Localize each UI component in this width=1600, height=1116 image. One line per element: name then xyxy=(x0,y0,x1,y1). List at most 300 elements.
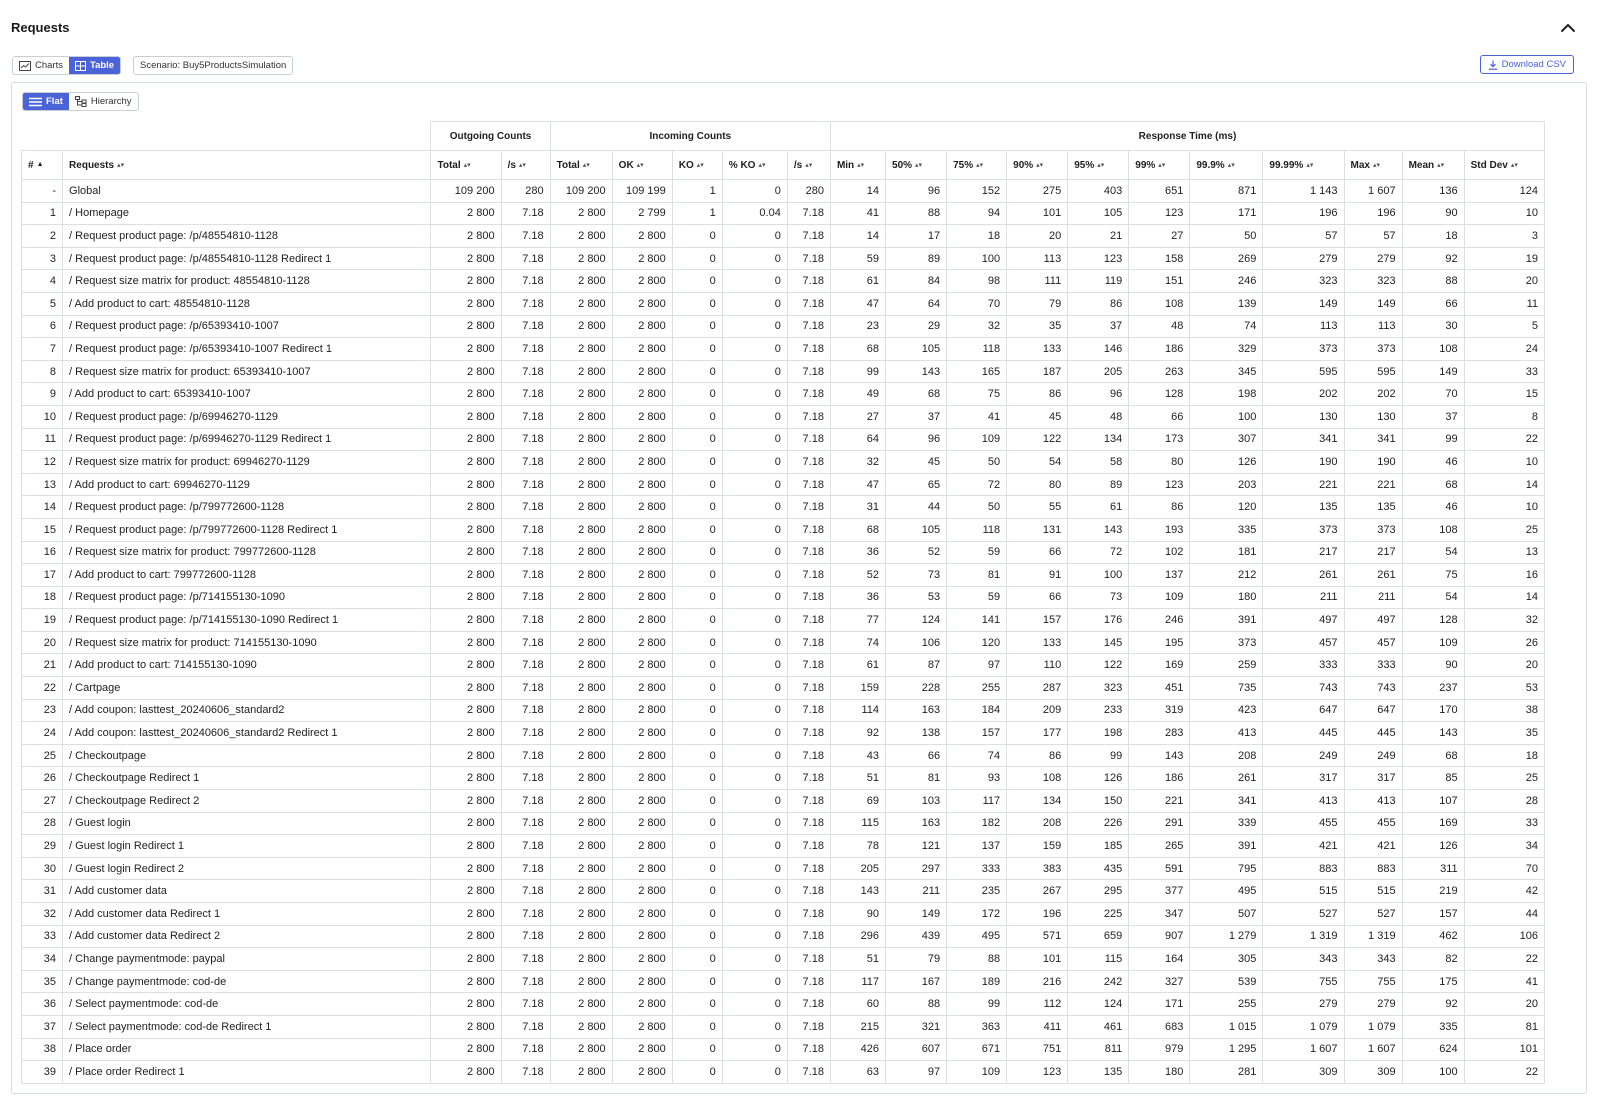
column-header[interactable] xyxy=(1263,151,1344,180)
table-row[interactable] xyxy=(22,654,1545,677)
table-cell: 27 xyxy=(22,790,63,813)
table-cell: 124 xyxy=(1464,180,1544,203)
table-cell: 47 xyxy=(830,292,885,315)
table-cell: 16 xyxy=(22,541,63,564)
table-cell: 101 xyxy=(1007,948,1068,971)
table-cell: 157 xyxy=(947,722,1007,745)
collapse-button[interactable] xyxy=(1558,18,1578,38)
column-header[interactable] xyxy=(1068,151,1129,180)
table-cell: 47 xyxy=(830,473,885,496)
table-cell: 0 xyxy=(722,383,787,406)
table-cell: 25 xyxy=(1464,767,1544,790)
table-cell: 2 800 xyxy=(550,586,612,609)
column-header[interactable] xyxy=(22,151,63,180)
table-cell: 149 xyxy=(1263,292,1344,315)
sort-icon: ▴▾ xyxy=(1306,161,1314,169)
table-cell: 92 xyxy=(830,722,885,745)
table-cell: 280 xyxy=(787,180,830,203)
table-cell: 115 xyxy=(1068,948,1129,971)
table-row[interactable] xyxy=(22,202,1545,225)
column-header[interactable] xyxy=(63,151,431,180)
table-cell: 341 xyxy=(1344,428,1402,451)
table-cell: 14 xyxy=(1464,473,1544,496)
table-cell: 169 xyxy=(1129,654,1190,677)
table-cell: 64 xyxy=(886,292,947,315)
table-cell: 323 xyxy=(1263,270,1344,293)
table-cell: / Place order xyxy=(63,1038,431,1061)
table-row[interactable] xyxy=(22,1061,1545,1084)
table-cell: 323 xyxy=(1068,677,1129,700)
table-row[interactable] xyxy=(22,518,1545,541)
table-cell: 101 xyxy=(1007,202,1068,225)
table-cell: 96 xyxy=(1068,383,1129,406)
column-header[interactable] xyxy=(1344,151,1402,180)
table-cell: 735 xyxy=(1190,677,1263,700)
table-cell: 507 xyxy=(1190,903,1263,926)
table-cell: 163 xyxy=(886,699,947,722)
table-cell: 50 xyxy=(947,496,1007,519)
table-cell: 2 800 xyxy=(550,790,612,813)
table-cell: 100 xyxy=(1190,405,1263,428)
table-cell: 80 xyxy=(1007,473,1068,496)
table-cell: 54 xyxy=(1007,451,1068,474)
table-cell: 307 xyxy=(1190,428,1263,451)
table-cell: 105 xyxy=(886,338,947,361)
table-cell: 203 xyxy=(1190,473,1263,496)
table-cell: 120 xyxy=(1190,496,1263,519)
table-cell: 208 xyxy=(1007,812,1068,835)
table-button[interactable] xyxy=(69,57,120,74)
table-cell: 165 xyxy=(947,360,1007,383)
table-cell: 7.18 xyxy=(787,202,830,225)
table-cell: 7.18 xyxy=(787,925,830,948)
table-cell: 90 xyxy=(1402,654,1464,677)
table-row[interactable] xyxy=(22,451,1545,474)
table-row[interactable] xyxy=(22,315,1545,338)
requests-table xyxy=(21,121,1545,1084)
table-cell: 99 xyxy=(1068,744,1129,767)
table-cell: 198 xyxy=(1190,383,1263,406)
table-row[interactable] xyxy=(22,903,1545,926)
table-cell: / Add product to cart: 69946270-1129 xyxy=(63,473,431,496)
table-cell: 461 xyxy=(1068,1015,1129,1038)
table-cell: 124 xyxy=(1068,993,1129,1016)
table-cell: 255 xyxy=(947,677,1007,700)
table-cell: 373 xyxy=(1344,338,1402,361)
table-cell: 184 xyxy=(947,699,1007,722)
table-row[interactable] xyxy=(22,1038,1545,1061)
scenario-selector[interactable]: Scenario: Buy5ProductsSimulation xyxy=(133,56,293,75)
table-cell: / Request size matrix for product: 69946270-1129 xyxy=(63,451,431,474)
download-icon xyxy=(1488,60,1498,70)
table-cell: 591 xyxy=(1129,857,1190,880)
table-cell: 2 800 xyxy=(431,970,501,993)
table-cell: / Change paymentmode: cod-de xyxy=(63,970,431,993)
table-cell: 0 xyxy=(672,270,722,293)
table-cell: 115 xyxy=(830,812,885,835)
table-cell: 32 xyxy=(22,903,63,926)
table-cell: 0 xyxy=(672,541,722,564)
table-cell: 246 xyxy=(1190,270,1263,293)
table-cell: 2 800 xyxy=(612,315,672,338)
table-cell: 228 xyxy=(886,677,947,700)
table-cell: 68 xyxy=(1402,473,1464,496)
table-cell: 1 xyxy=(672,202,722,225)
table-cell: 21 xyxy=(1068,225,1129,248)
column-header[interactable] xyxy=(947,151,1007,180)
table-cell: 2 800 xyxy=(612,812,672,835)
table-cell: 61 xyxy=(830,270,885,293)
table-cell: 2 800 xyxy=(431,247,501,270)
table-cell: 123 xyxy=(1129,202,1190,225)
table-cell: 0 xyxy=(722,180,787,203)
table-cell: 2 800 xyxy=(431,564,501,587)
table-cell: 0 xyxy=(672,699,722,722)
column-header[interactable] xyxy=(830,151,885,180)
table-cell: 0 xyxy=(672,1061,722,1084)
table-cell: 0 xyxy=(722,360,787,383)
table-row[interactable] xyxy=(22,541,1545,564)
table-cell: 97 xyxy=(947,654,1007,677)
table-cell: 7.18 xyxy=(501,857,550,880)
table-cell: 1 607 xyxy=(1263,1038,1344,1061)
table-cell: 205 xyxy=(1068,360,1129,383)
column-header-label: Mean xyxy=(1408,159,1435,171)
table-cell: 48 xyxy=(1129,315,1190,338)
table-row[interactable] xyxy=(22,835,1545,858)
table-cell: 0 xyxy=(672,1015,722,1038)
table-cell: 18 xyxy=(22,586,63,609)
table-cell: 37 xyxy=(886,405,947,428)
table-cell: / Add product to cart: 799772600-1128 xyxy=(63,564,431,587)
column-header[interactable] xyxy=(501,151,550,180)
table-cell: 85 xyxy=(1402,767,1464,790)
table-row[interactable] xyxy=(22,880,1545,903)
table-cell: 60 xyxy=(830,993,885,1016)
sort-icon: ▴▾ xyxy=(1158,161,1166,169)
table-cell: 0 xyxy=(722,270,787,293)
charts-button[interactable] xyxy=(13,57,69,74)
table-cell: 118 xyxy=(947,518,1007,541)
table-cell: 59 xyxy=(830,247,885,270)
table-cell: 2 800 xyxy=(550,767,612,790)
requests-panel-header xyxy=(11,18,1586,40)
table-row[interactable] xyxy=(22,473,1545,496)
table-cell: 219 xyxy=(1402,880,1464,903)
table-cell: 2 800 xyxy=(550,925,612,948)
table-cell: 2 800 xyxy=(612,925,672,948)
table-cell: 100 xyxy=(1402,1061,1464,1084)
table-cell: 413 xyxy=(1190,722,1263,745)
table-cell: 37 xyxy=(1068,315,1129,338)
table-cell: / Request product page: /p/48554810-1128 xyxy=(63,225,431,248)
table-cell: 0 xyxy=(672,677,722,700)
table-cell: 495 xyxy=(947,925,1007,948)
table-cell: 128 xyxy=(1129,383,1190,406)
table-cell: 2 800 xyxy=(612,586,672,609)
table-cell: 225 xyxy=(1068,903,1129,926)
table-row[interactable] xyxy=(22,722,1545,745)
table-cell: 88 xyxy=(947,948,1007,971)
table-cell: 329 xyxy=(1190,338,1263,361)
table-cell: 75 xyxy=(1402,564,1464,587)
table-cell: 196 xyxy=(1263,202,1344,225)
table-cell: 1 319 xyxy=(1263,925,1344,948)
table-cell: 33 xyxy=(1464,360,1544,383)
hierarchy-button[interactable] xyxy=(69,93,138,110)
table-cell: 128 xyxy=(1402,609,1464,632)
table-cell: 2 800 xyxy=(431,473,501,496)
table-cell: 7.18 xyxy=(787,315,830,338)
table-cell: 515 xyxy=(1263,880,1344,903)
table-cell: 10 xyxy=(22,405,63,428)
table-cell: 7.18 xyxy=(787,383,830,406)
table-cell: 259 xyxy=(1190,654,1263,677)
table-cell: 339 xyxy=(1190,812,1263,835)
table-cell: 287 xyxy=(1007,677,1068,700)
table-cell: 35 xyxy=(1464,722,1544,745)
table-icon xyxy=(75,61,86,71)
column-header[interactable] xyxy=(722,151,787,180)
table-cell: 237 xyxy=(1402,677,1464,700)
table-cell: 2 800 xyxy=(550,473,612,496)
table-cell: 291 xyxy=(1129,812,1190,835)
charts-label: Charts xyxy=(35,60,63,71)
table-row[interactable] xyxy=(22,857,1545,880)
table-cell: 7.18 xyxy=(501,541,550,564)
table-cell: 1 319 xyxy=(1344,925,1402,948)
column-header-label: % KO xyxy=(728,159,756,171)
table-row[interactable] xyxy=(22,292,1545,315)
table-cell: 68 xyxy=(830,338,885,361)
table-row[interactable] xyxy=(22,699,1545,722)
table-cell: 7.18 xyxy=(501,496,550,519)
table-cell: 109 200 xyxy=(550,180,612,203)
table-cell: 211 xyxy=(1344,586,1402,609)
table-cell: 269 xyxy=(1190,247,1263,270)
table-cell: 2 800 xyxy=(431,744,501,767)
table-cell: 35 xyxy=(1007,315,1068,338)
table-cell: 743 xyxy=(1344,677,1402,700)
table-row[interactable] xyxy=(22,247,1545,270)
table-cell: 0 xyxy=(722,767,787,790)
table-cell: 31 xyxy=(22,880,63,903)
table-cell: 84 xyxy=(886,270,947,293)
table-cell: 2 800 xyxy=(550,1015,612,1038)
table-row[interactable] xyxy=(22,609,1545,632)
table-cell: 539 xyxy=(1190,970,1263,993)
table-cell: 2 800 xyxy=(612,564,672,587)
table-cell: 135 xyxy=(1068,1061,1129,1084)
table-cell: 81 xyxy=(947,564,1007,587)
table-row[interactable] xyxy=(22,790,1545,813)
table-row[interactable] xyxy=(22,948,1545,971)
table-cell: 373 xyxy=(1263,338,1344,361)
table-cell: 2 800 xyxy=(431,948,501,971)
table-cell: 0 xyxy=(722,292,787,315)
table-cell: 22 xyxy=(22,677,63,700)
table-cell: 96 xyxy=(886,180,947,203)
table-cell: 32 xyxy=(830,451,885,474)
download-label: Download CSV xyxy=(1501,59,1566,70)
table-cell: 0 xyxy=(722,677,787,700)
table-cell: 2 800 xyxy=(612,405,672,428)
table-cell: 497 xyxy=(1263,609,1344,632)
column-header[interactable] xyxy=(1402,151,1464,180)
table-cell: 249 xyxy=(1344,744,1402,767)
table-row[interactable] xyxy=(22,338,1545,361)
table-cell: 2 800 xyxy=(612,338,672,361)
column-header[interactable] xyxy=(612,151,672,180)
table-cell: 134 xyxy=(1007,790,1068,813)
table-row[interactable] xyxy=(22,428,1545,451)
table-row[interactable] xyxy=(22,180,1545,203)
table-cell: 32 xyxy=(1464,609,1544,632)
table-cell: / Checkoutpage Redirect 2 xyxy=(63,790,431,813)
column-header[interactable] xyxy=(1190,151,1263,180)
table-cell: 1 079 xyxy=(1263,1015,1344,1038)
column-header-label: Total xyxy=(437,159,461,171)
column-header[interactable] xyxy=(1007,151,1068,180)
table-cell: 121 xyxy=(886,835,947,858)
table-cell: 0 xyxy=(722,970,787,993)
table-cell: 37 xyxy=(22,1015,63,1038)
table-cell: 280 xyxy=(501,180,550,203)
download-csv-button[interactable] xyxy=(1480,55,1574,74)
table-row[interactable] xyxy=(22,925,1545,948)
table-cell: 651 xyxy=(1129,180,1190,203)
table-cell: 2 800 xyxy=(612,609,672,632)
table-cell: 22 xyxy=(1464,1061,1544,1084)
table-cell: 23 xyxy=(830,315,885,338)
flat-button[interactable] xyxy=(23,93,69,110)
table-cell: 309 xyxy=(1263,1061,1344,1084)
table-cell: 50 xyxy=(947,451,1007,474)
table-row[interactable] xyxy=(22,496,1545,519)
table-row[interactable] xyxy=(22,564,1545,587)
table-cell: 2 800 xyxy=(431,993,501,1016)
sort-icon: ▴▾ xyxy=(117,161,125,169)
column-header[interactable] xyxy=(1464,151,1544,180)
table-cell: 907 xyxy=(1129,925,1190,948)
table-cell: 42 xyxy=(1464,880,1544,903)
table-cell: 527 xyxy=(1344,903,1402,926)
table-cell: 373 xyxy=(1263,518,1344,541)
table-cell: 22 xyxy=(1464,428,1544,451)
table-row[interactable] xyxy=(22,970,1545,993)
table-cell: 215 xyxy=(830,1015,885,1038)
table-cell: 0 xyxy=(672,247,722,270)
table-cell: 2 800 xyxy=(431,925,501,948)
table-cell: 108 xyxy=(1402,338,1464,361)
table-row[interactable] xyxy=(22,677,1545,700)
column-header[interactable] xyxy=(1129,151,1190,180)
table-cell: 321 xyxy=(886,1015,947,1038)
table-cell: 2 800 xyxy=(612,880,672,903)
table-cell: 0 xyxy=(672,338,722,361)
column-header[interactable] xyxy=(672,151,722,180)
table-cell: 63 xyxy=(830,1061,885,1084)
table-cell: 0 xyxy=(722,1015,787,1038)
table-cell: 0 xyxy=(722,925,787,948)
table-cell: 7.18 xyxy=(501,225,550,248)
table-cell: 2 800 xyxy=(550,451,612,474)
table-cell: 106 xyxy=(1464,925,1544,948)
table-row[interactable] xyxy=(22,812,1545,835)
table-row[interactable] xyxy=(22,586,1545,609)
table-row[interactable] xyxy=(22,405,1545,428)
table-cell: 0 xyxy=(672,654,722,677)
table-cell: / Guest login Redirect 1 xyxy=(63,835,431,858)
table-cell: 2 800 xyxy=(550,428,612,451)
table-cell: 495 xyxy=(1190,880,1263,903)
table-cell: 172 xyxy=(947,903,1007,926)
table-row[interactable] xyxy=(22,767,1545,790)
table-row[interactable] xyxy=(22,631,1545,654)
table-cell: 173 xyxy=(1129,428,1190,451)
table-row[interactable] xyxy=(22,744,1545,767)
table-cell: 28 xyxy=(22,812,63,835)
table-cell: 143 xyxy=(1068,518,1129,541)
column-header[interactable] xyxy=(886,151,947,180)
column-header-label: KO xyxy=(678,159,694,171)
table-cell: 100 xyxy=(947,247,1007,270)
table-cell: 751 xyxy=(1007,1038,1068,1061)
table-cell: 335 xyxy=(1402,1015,1464,1038)
table-cell: 7.18 xyxy=(787,451,830,474)
table-cell: 146 xyxy=(1068,338,1129,361)
table-cell: 20 xyxy=(22,631,63,654)
table-row[interactable] xyxy=(22,1015,1545,1038)
table-cell: 2 800 xyxy=(431,360,501,383)
table-row[interactable] xyxy=(22,383,1545,406)
table-row[interactable] xyxy=(22,360,1545,383)
sort-icon: ▴▾ xyxy=(518,161,526,169)
table-cell: 2 800 xyxy=(612,518,672,541)
column-header[interactable] xyxy=(787,151,830,180)
table-cell: 73 xyxy=(1068,586,1129,609)
table-row[interactable] xyxy=(22,225,1545,248)
table-cell: 196 xyxy=(1344,202,1402,225)
table-cell: 19 xyxy=(22,609,63,632)
table-cell: 23 xyxy=(22,699,63,722)
table-row[interactable] xyxy=(22,270,1545,293)
column-header[interactable] xyxy=(431,151,501,180)
table-cell: 31 xyxy=(830,496,885,519)
table-cell: 0 xyxy=(722,247,787,270)
table-cell: 7.18 xyxy=(501,677,550,700)
table-cell: 93 xyxy=(947,767,1007,790)
table-cell: 78 xyxy=(830,835,885,858)
table-cell: 22 xyxy=(1464,948,1544,971)
table-cell: 20 xyxy=(1464,270,1544,293)
table-row[interactable] xyxy=(22,993,1545,1016)
column-header[interactable] xyxy=(550,151,612,180)
table-cell: 0 xyxy=(672,948,722,971)
table-cell: 216 xyxy=(1007,970,1068,993)
table-cell: 7.18 xyxy=(787,518,830,541)
table-cell: 7.18 xyxy=(787,247,830,270)
table-cell: 2 800 xyxy=(431,677,501,700)
table-cell: 124 xyxy=(886,609,947,632)
table-cell: 2 800 xyxy=(550,699,612,722)
table-cell: 7.18 xyxy=(787,677,830,700)
table-cell: 7.18 xyxy=(501,948,550,971)
table-cell: 29 xyxy=(22,835,63,858)
table-cell: 14 xyxy=(1464,586,1544,609)
table-cell: 373 xyxy=(1344,518,1402,541)
table-cell: 202 xyxy=(1344,383,1402,406)
